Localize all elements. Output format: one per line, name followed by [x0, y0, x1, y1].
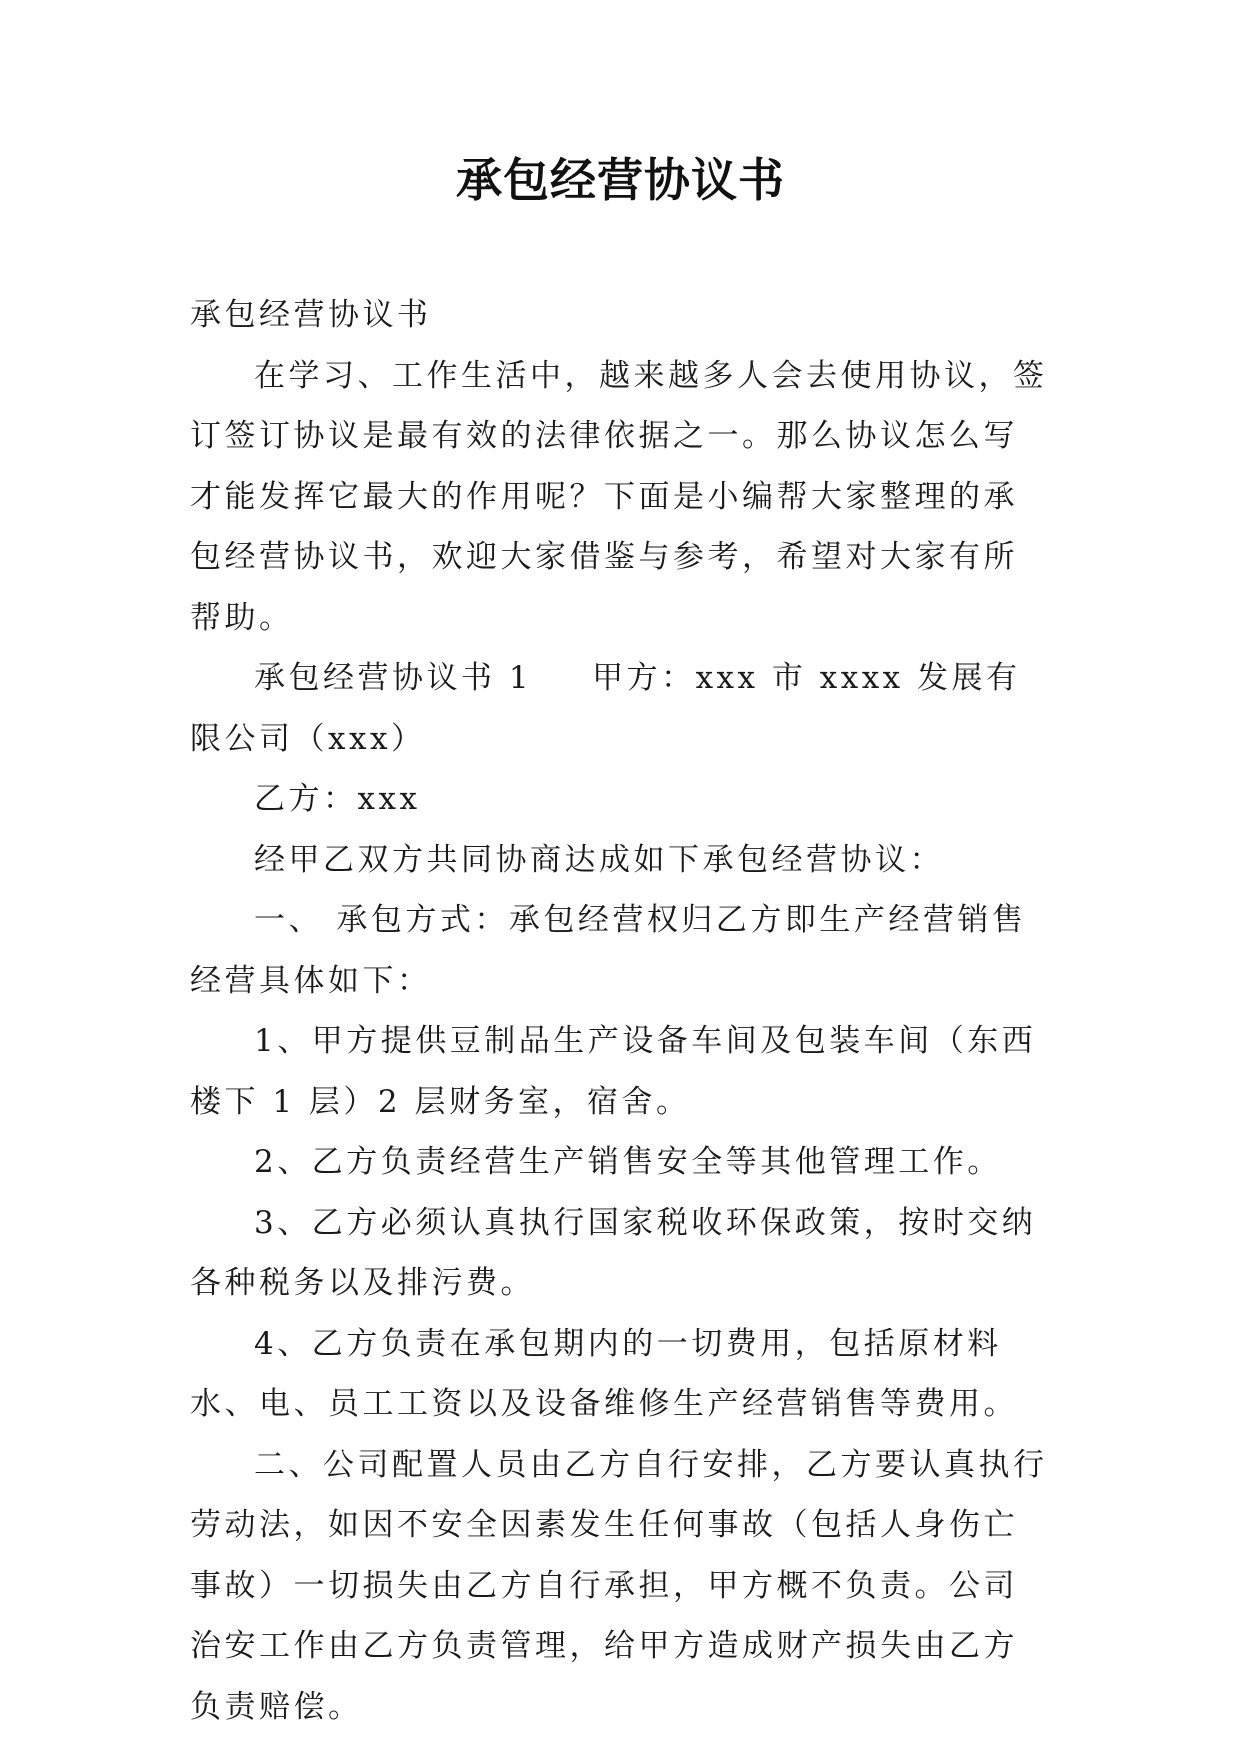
subtitle: 承包经营协议书	[190, 297, 432, 333]
item-2: 2、乙方负责经营生产销售安全等其他管理工作。	[254, 1144, 1002, 1180]
document-body	[190, 285, 1050, 1737]
item-3: 3、乙方必须认真执行国家税收环保政策，按时交纳各种税务以及排污费。	[190, 1204, 1037, 1301]
section1-heading: 承包经营协议书 1	[254, 660, 533, 696]
agreement-statement: 经甲乙双方共同协商达成如下承包经营协议：	[254, 841, 944, 878]
clause-2: 二、公司配置人员由乙方自行安排，乙方要认真执行劳动法，如因不安全因素发生任何事故（包括人身伤亡事故）一切损失由乙方自行承担，甲方概不负责。公司治安工作由乙方负责管理，给甲方造成财产损失由乙方负责赔偿。	[190, 1446, 1048, 1725]
clause-1: 一、 承包方式：承包经营权归乙方即生产经营销售经营具体如下：	[190, 902, 1027, 999]
party-b: 乙方：xxx	[254, 781, 421, 817]
document-title: 承包经营协议书	[456, 153, 785, 207]
item-1: 1、甲方提供豆制品生产设备车间及包装车间（东西楼下 1 层）2 层财务室，宿舍。	[190, 1023, 1037, 1120]
item-4: 4、乙方负责在承包期内的一切费用，包括原材料水、电、员工工资以及设备维修生产经营销售等费用。	[190, 1325, 1018, 1422]
intro-paragraph: 在学习、工作生活中，越来越多人会去使用协议，签订签订协议是最有效的法律依据之一。那么协议怎么写才能发挥它最大的作用呢？下面是小编帮大家整理的承包经营协议书，欢迎大家借鉴与参考，希望对大家有所帮助。	[190, 357, 1048, 636]
section-heading-and-party-a	[190, 648, 1050, 769]
party-a: 甲方：xxx 市 xxxx 发展有限公司（xxx）	[190, 660, 1021, 757]
